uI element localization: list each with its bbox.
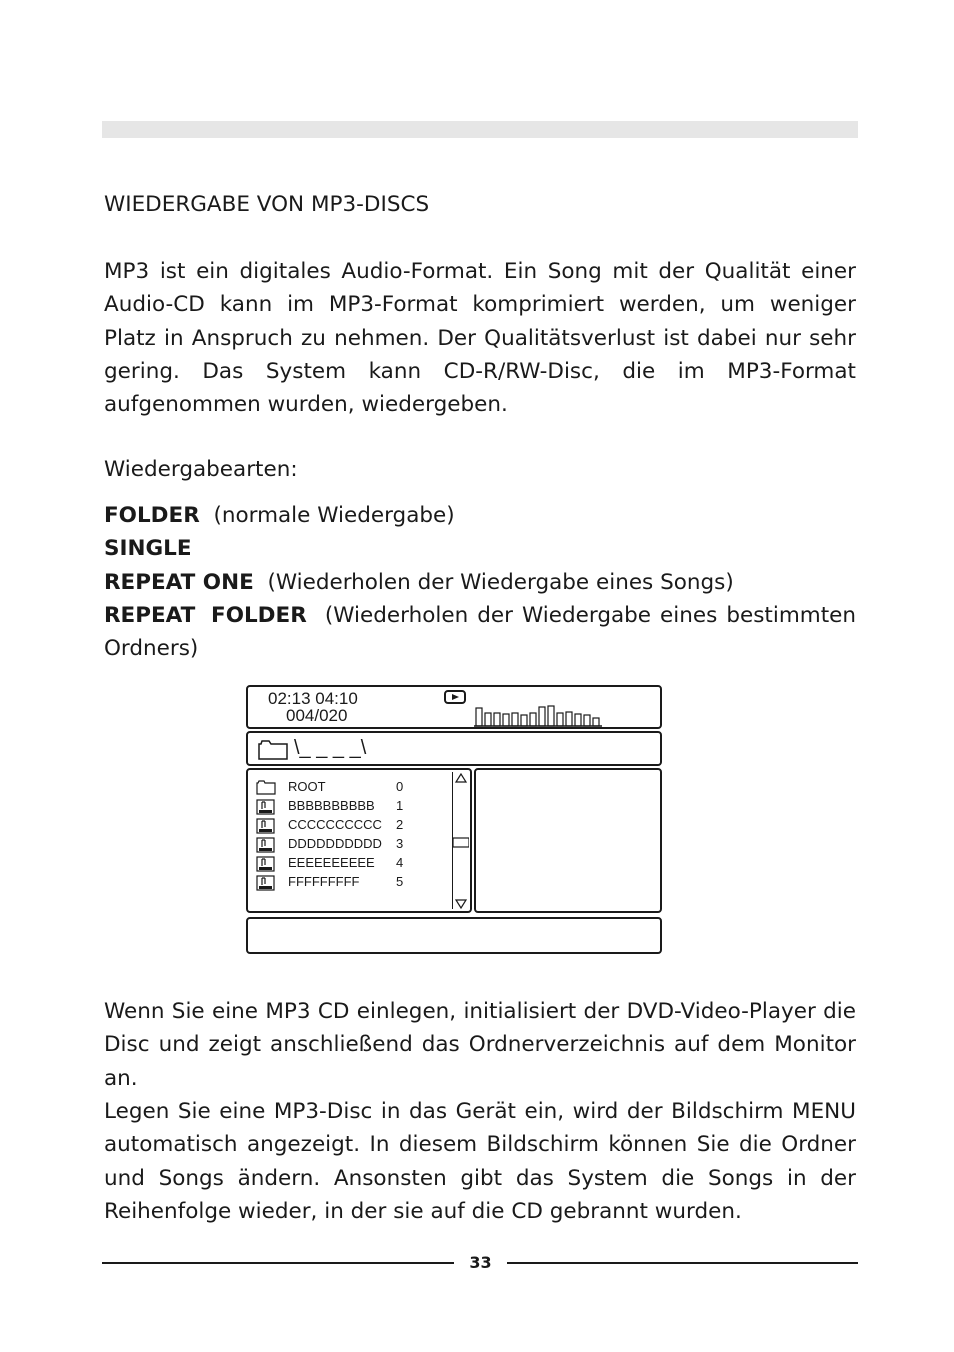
page-number: 33 — [469, 1253, 492, 1272]
spectrum-bar — [476, 708, 482, 726]
folder-icon — [256, 780, 276, 795]
item-number: 3 — [396, 836, 404, 851]
current-path: \_ _ _ _\ — [294, 737, 367, 759]
spectrum-bar — [548, 706, 554, 726]
track-counter: 004/020 — [286, 706, 348, 725]
item-name: DDDDDDDDDD — [288, 836, 382, 851]
mp3-file-icon — [256, 875, 276, 891]
list-item[interactable] — [256, 797, 456, 816]
section-heading: WIEDERGABE VON MP3-DISCS — [104, 192, 430, 217]
modes-intro: Wiedergabearten: — [104, 457, 298, 482]
mp3-menu-screen — [244, 684, 664, 956]
playback-modes-list — [104, 499, 856, 665]
spectrum-bar — [557, 713, 563, 726]
footer-rule-right — [507, 1262, 858, 1264]
list-item[interactable] — [256, 778, 456, 797]
list-item[interactable] — [256, 854, 456, 873]
scroll-thumb — [453, 838, 469, 847]
list-item[interactable] — [256, 873, 456, 892]
item-number: 0 — [396, 779, 404, 794]
playback-time: 02:13 04:10 — [268, 689, 358, 708]
spectrum-bar — [539, 707, 545, 726]
item-number: 2 — [396, 817, 404, 832]
intro-paragraph: MP3 ist ein digitales Audio-Format. Ein Song mit der Qualität einer Audio-CD kann im MP3-Format komprimiert werden, um weniger Platz in Anspruch zu nehmen. Der Qualitätsverlust ist dabei nur sehr gering. Das System kann CD-R/RW-Disc, die im MP3-Format aufgenommen wurden, wiedergeben. — [104, 259, 856, 418]
item-number: 5 — [396, 874, 404, 889]
spectrum-bar — [566, 712, 572, 726]
spectrum-bar — [521, 715, 527, 726]
spectrum-bar — [584, 715, 590, 726]
mp3-file-icon — [256, 837, 276, 853]
mode-folder: FOLDER (normale Wiedergabe) — [104, 503, 455, 528]
file-list-panel — [246, 768, 472, 913]
item-name: ROOT — [288, 779, 326, 794]
spectrum-analyzer — [474, 701, 604, 727]
status-panel — [246, 685, 662, 729]
spectrum-bar — [512, 713, 518, 726]
scroll-up-arrow — [456, 774, 466, 782]
header-bar — [102, 121, 858, 138]
item-number: 4 — [396, 855, 404, 870]
spectrum-bar — [530, 713, 536, 726]
folder-icon — [258, 740, 288, 760]
spectrum-bar — [575, 714, 581, 726]
item-name: BBBBBBBBBB — [288, 798, 375, 813]
insert-paragraph: Wenn Sie eine MP3 CD einlegen, initialisiert der DVD-Video-Player die Disc und zeigt anschließend das Ordnerverzeichnis auf dem Monitor an. — [104, 999, 856, 1091]
item-name: EEEEEEEEEE — [288, 855, 375, 870]
item-number: 1 — [396, 798, 404, 813]
item-name: CCCCCCCCCC — [288, 817, 382, 832]
scrollbar[interactable] — [452, 772, 469, 909]
footer-rule-left — [102, 1262, 454, 1264]
mode-single: SINGLE — [104, 536, 192, 562]
mode-repeat-folder: REPEAT FOLDER (Wiederholen der Wiedergabe eines bestimmten Ordners) — [104, 602, 857, 662]
mode-repeat-one: REPEAT ONE (Wiederholen der Wiedergabe eines Songs) — [104, 569, 734, 595]
list-item[interactable] — [256, 816, 456, 835]
info-panel — [474, 768, 662, 913]
mp3-file-icon — [256, 856, 276, 872]
spectrum-bar — [593, 718, 599, 726]
play-icon — [444, 690, 466, 704]
item-name: FFFFFFFFF — [288, 874, 360, 889]
spectrum-bar — [503, 714, 509, 726]
menu-paragraph: Legen Sie eine MP3-Disc in das Gerät ein, wird der Bildschirm MENU automatisch angezeigt. In diesem Bildschirm können Sie die Ordner und Songs ändern. Ansonsten gibt das System die Songs in der Reihenfolge wieder, in der sie auf die CD gebrannt wurden. — [104, 1099, 856, 1224]
scroll-down-arrow — [456, 900, 466, 908]
path-bar — [246, 731, 662, 766]
spectrum-bar — [494, 713, 500, 726]
mp3-file-icon — [256, 799, 276, 815]
mp3-file-icon — [256, 818, 276, 834]
spectrum-bar — [485, 713, 491, 726]
bottom-panel — [246, 917, 662, 954]
list-item[interactable] — [256, 835, 456, 854]
